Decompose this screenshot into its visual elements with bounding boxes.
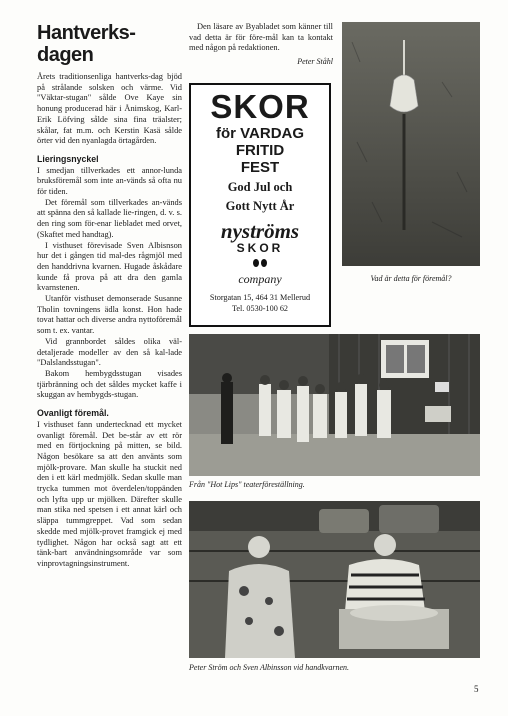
ad-phone: Tel. 0530-100 62	[231, 304, 289, 313]
ad-headline: SKOR	[210, 88, 310, 125]
photo-hand-mill	[189, 501, 480, 658]
signature: Peter Ståhl	[297, 57, 333, 67]
subheading-lieringsnyckel: Lieringsnyckel	[37, 153, 99, 164]
reader-note	[189, 22, 333, 54]
article-column-left	[37, 22, 182, 570]
shoe-prints-icon	[250, 258, 270, 268]
article-title	[37, 22, 182, 66]
ad-brand-company: company	[238, 272, 282, 286]
paragraph: I visthuset förevisade Sven Albisnson hur det i gången tid mal-des rågmjöl med den handdrivna kvarnen. Hugade åskådare kunde få prova på att dra den gamla kvarnstenen.	[37, 240, 182, 293]
caption-photo3: Peter Ström och Sven Albinsson vid handkvarnen.	[189, 663, 350, 672]
paragraph: Vid grannbordet såldes olika väl-detaljerade modeller av den så kal-lade "Dalslandsstugan".	[37, 336, 182, 368]
caption-photo2: Från "Hot Lips" teaterföreställning.	[189, 480, 305, 489]
advertisement-nystroms-skor	[189, 83, 331, 327]
ad-brand-skor: SKOR	[236, 241, 284, 255]
article-title-line1: Hantverks-	[37, 22, 136, 44]
page-number: 5	[474, 684, 479, 694]
paragraph: I visthuset fann undertecknad ett mycket ovanligt föremål. Det be-står av ett rör med en förtjockning på mitten, se bild. Någon besökare sa att den använts som mjölk-provare. Man skulle ha stuckit ned den i ett kärl medmjölk. Sedan skulle man trycka tummen mot överdelen/toppänden och lyfta upp ur mjölken. Därefter skulle man stika ned spetsen i ett annat kärl och släppa tummgreppet. Vad som sedan skedde med mjölk-provet framgick ej med tydlighet. Någon har också sagt att ett tänk-bart användningsområde var som vinprovtagningsinstrument.	[37, 419, 182, 568]
ad-greeting-nyttar: Gott Nytt År	[225, 199, 295, 213]
photo-hot-lips-theatre	[189, 334, 480, 476]
caption-photo1: Vad är detta för föremål?	[370, 274, 452, 283]
ad-greeting-jul: God Jul och	[227, 180, 293, 194]
article-intro: Årets traditionsenliga hantverks-dag bjöd på strålande solsken och värme. Vid "Väktar-stugan" sålde Ove Kaye sin honung producerad här i Ånimskog, Karl-Erik Löfving sålde sina fina träalster; skålar, fat m.m. och Kerstin Kasä sålde örter vid den nyanlagda örtagården.	[37, 72, 182, 146]
reader-note-text: Den läsare av Byabladet som känner till vad detta är för före-mål kan ta kontakt med någon på redaktionen.	[189, 22, 333, 53]
ad-address: Storgatan 15, 464 31 Mellerud	[209, 293, 311, 302]
article-title-line2: dagen	[37, 44, 94, 66]
ad-line-fest: FEST	[240, 159, 280, 176]
article-body	[37, 72, 182, 570]
photo-milk-tester	[342, 22, 480, 266]
paragraph: I smedjan tillverkades ett annor-lunda bruksföremål som inte an-vänds så ofta nu för tiden.	[37, 165, 182, 197]
paragraph: Det föremål som tillverkades an-vänds att spänna den så kallade lie-ringen, d. v. s. den ring som för-enar liebladet med orvet, (Skaftet med handtag).	[37, 197, 182, 239]
paragraph: Utanför visthuset demonserade Susanne Tholin tovningens ädla konst. Hon hade tovat hattar och diverse andra nyttoföremål som t. ex. vantar.	[37, 294, 182, 336]
ad-brand-logo: nyströms	[220, 219, 300, 243]
ad-line-fritid: FRITID	[235, 142, 285, 159]
ad-line-vardag: för VARDAG	[215, 125, 305, 142]
article-column-middle	[189, 22, 333, 66]
paragraph: Bakom hembygdsstugan visades tjärbränning och det såldes mycket kaffe i skuggan av hembygds-stugan.	[37, 368, 182, 400]
subheading-ovanligt-foremal: Ovanligt föremål.	[37, 408, 109, 419]
